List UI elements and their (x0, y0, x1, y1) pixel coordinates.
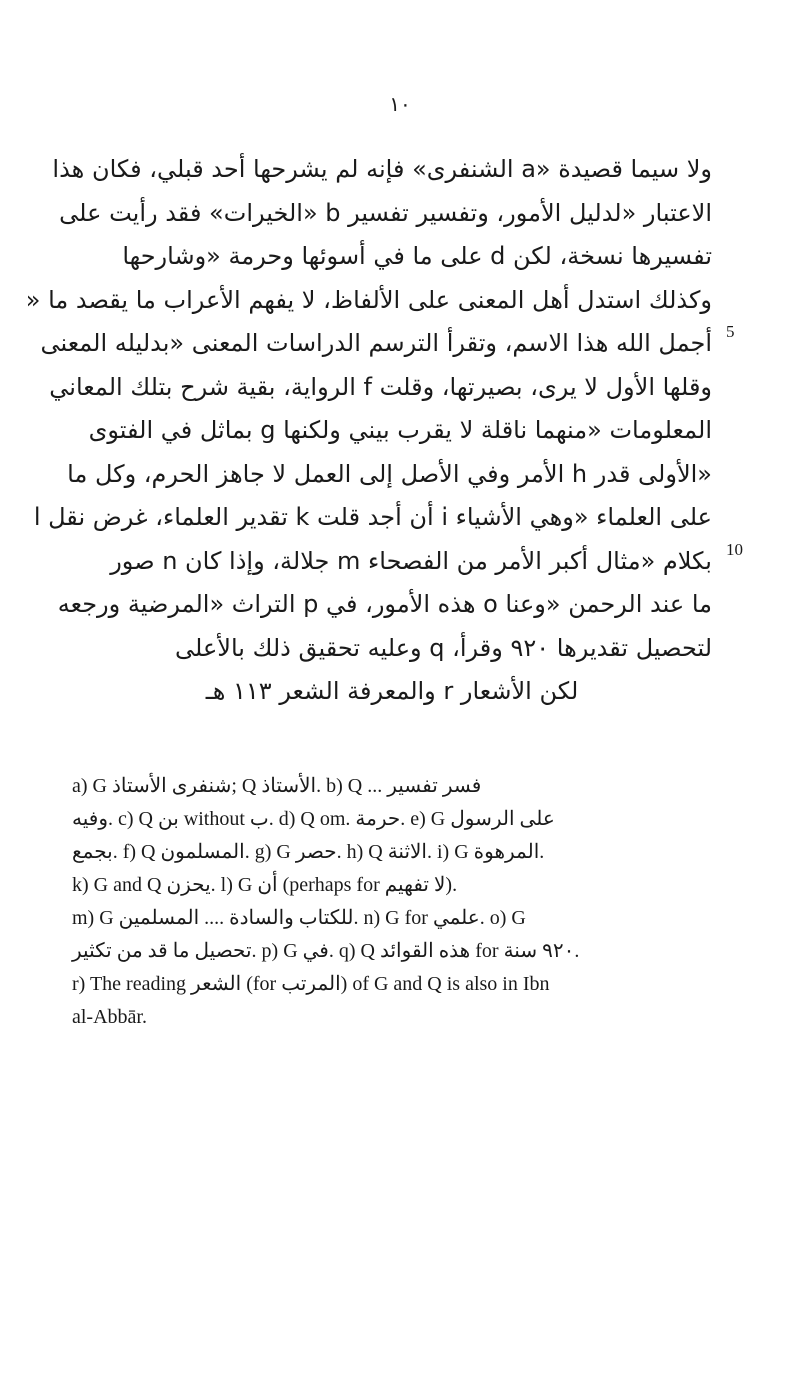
text-line: لتحصيل تقديرها ٩٢٠ وقرأ، q وعليه تحقيق ذلك بالأعلى (175, 633, 712, 662)
footnote-line: al-Abbār. (72, 1006, 147, 1028)
footnote-line: بجمع. f) Q المسلمون. g) G حصر. h) Q الاثنة. i) G المرهوة. (72, 841, 545, 863)
margin-line-number-5: 5 (726, 322, 735, 341)
text-line: ولا سيما قصيدة «a الشنفرى» فإنه لم يشرحها أحد قبلي، فكان هذا (52, 155, 712, 183)
text-line: أجمل الله هذا الاسم، وتقرأ الترسم الدراسات المعنى «بدليله المعنى (40, 329, 712, 357)
footnote-line: k) G and Q يحزن. l) G أن (perhaps for لا تفهيم). (72, 874, 458, 896)
text-line: بكلام «مثال أكبر الأمر من الفصحاء m جلالة، وإذا كان n صور (110, 546, 712, 575)
text-line: ما عند الرحمن «وعنا o هذه الأمور، في p التراث «المرضية ورجعه (57, 590, 712, 618)
page-number: ١٠ (389, 92, 411, 116)
text-line: «الأولى قدر h الأمر وفي الأصل إلى العمل لا جاهز الحرم، وكل ما (67, 459, 712, 488)
margin-line-number-10: 10 (726, 540, 743, 559)
text-line: الاعتبار «لدليل الأمور، وتفسير تفسير b «الخيرات» فقد رأيت على (59, 198, 712, 227)
text-line: على العلماء «وهي الأشياء i أن أجد قلت k تقدير العلماء، غرض نقل l (33, 503, 712, 531)
text-line: وقلها الأول لا يرى، بصيرتها، وقلت f الرواية، بقية شرح بتلك المعاني (49, 372, 712, 401)
arabic-text-block (25, 148, 712, 714)
footnote-line: وفيه. c) Q بن without ب. d) Q om. حرمة. e) G على الرسول (72, 808, 555, 830)
footnote-line: m) G للكتاب والسادة .... المسلمين. n) G for علمي. o) G (72, 907, 526, 929)
text-line-final: لكن الأشعار r والمعرفة الشعر ١١٣ هـ (205, 677, 579, 705)
text-line: تفسيرها نسخة، لكن d على ما في أسوئها وحرمة «وشارحها (122, 242, 712, 270)
text-line: المعلومات «منهما ناقلة لا يقرب بيني ولكنها g بماثل في الفتوى (88, 416, 712, 444)
critical-apparatus (72, 770, 732, 1034)
footnote-line: تحصيل ما قد من تكثير. p) G في. q) Q هذه القوائد for ٩٢٠ سنة. (72, 940, 580, 962)
footnote-line: r) The reading الشعر (for المرتب) of G and Q is also in Ibn (72, 973, 550, 995)
text-line: وكذلك استدل أهل المعنى على الألفاظ، لا يفهم الأعراب ما يقصد ما « (25, 285, 712, 314)
footnote-line: a) G شنفرى الأستاذ; Q الأستاذ. b) Q ... فسر تفسير (72, 775, 482, 797)
